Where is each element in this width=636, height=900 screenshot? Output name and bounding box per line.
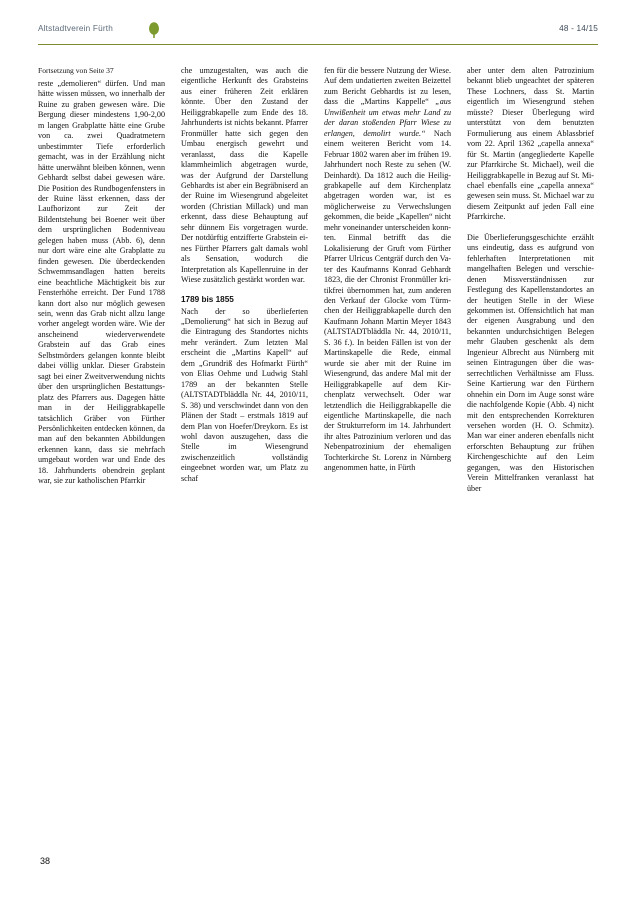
continuation-note: Fortsetzung von Seite 37 xyxy=(38,66,114,75)
paragraph: Die Überlieferungsgeschichte erzählt uns eindeutig, dass es aufgrund von fehlerhaften Interpretationen mit mangelhaften Belegen und verschiedenen Missverständnissen zur Festlegung des Kapellenstandortes an der heutigen Stelle in der Wiese gekommen ist. Offensichtlich hat man der eigenen Ausgrabung und den bekannten undurchsichtigen Belegen mehr Glauben geschenkt als dem Ingenieur Albrecht aus Nürnberg mit seinen Eintragungen über die wasserrechtlichen Verhältnisse am Fluss. Seine Kartierung war den Fürthern ohnehin ein Dorn im Auge sonst wäre die nachfolgende Kopie (Abb. 4) nicht mit den entsprechenden Korrekturen versehen worden (H. O. Schmitz). Man war einer anderen ebenfalls nicht erforschten Behauptung zur frühen Kirchengeschichte auf den Leim gegangen, was den Historischen Verein Mittelfranken veranlasst hat über xyxy=(467,232,594,493)
article-body xyxy=(38,66,600,494)
text-column-1 xyxy=(38,66,165,494)
page-header xyxy=(38,24,598,45)
paragraph: aber unter dem alten Patrozinium bekannt blieb ungeachtet der späteren These Lochners, dass St. Martin eigentlich im Wiesengrund stehen müsste? Dieser Überlegung wird unterstützt von dem benutzten Formulierung aus einem Ablassbrief vom 22. April 1362 „capella annexa“ für St. Martin (angegliederte Kapelle zur Pfarrkirche St. Michael), weil die Heiliggrabkapelle in Bezug auf St. Michael ebenfalls eine „capella annexa“ gewesen sein muss. St. Michael war zu diesem Zeitpunkt auf jeden Fall eine Pfarrkirche. xyxy=(467,66,594,222)
paragraph: reste „demolieren“ dürfen. Und man hätte wissen müssen, wo innerhalb der Ruine zu graben gewesen wäre. Die Bergung dieser mindestens 1,90-2,00 m langen Grabplatte hätte eine Grube von ca. zwei Quadratmetern unbestimmter Tiefe erforderlich gemacht, was in der Erzählung nicht hätte unerwähnt bleiben können, wenn Gebhardt selbst dabei gewesen wäre. Die Position des Rundbogenfensters in der Ruine lässt erkennen, dass der Laufhorizont zur Zeit der Bildentstehung bei Boener weit über dem ursprünglichen Bodenniveau gelegen haben muss (Abb. 6), denn nur dort wäre eine alte Grabplatte zu finden gewesen. Die überdeckenden Schwemmsandlagen hatten bereits eine beachtliche Mächtigkeit bis zur Fensterhöhe erreicht. Der Fund 1788 kann dort also nur möglich gewesen sein, wenn das Grab nicht allzu lange vorher angelegt worden wäre. Wie der anscheinend wiederverwendete Grabstein auf das Grab eines Selbstmörders gelangen konnte bleibt dabei völlig unklar. Dieser Grabstein sagt bei einer Zweitverwendung nichts über den ursprünglichen Bestattungsplatz des Pfarrers aus. Dagegen hätte man in der Heiliggrabkapelle tatsächlich Gräber von Fürther Persönlichkeiten entdecken können, da man auf den bekannten Abbildungen erkennen kann, dass sie mehrfach umgebaut worden war und Ende des 18. Jahrhunderts obendrein geplant war, sie zur katholischen Pfarrkir xyxy=(38,79,165,486)
section-heading: 1789 bis 1855 xyxy=(181,294,234,304)
tree-logo-icon xyxy=(146,20,162,40)
page-number: 38 xyxy=(40,856,51,866)
paragraph: fen für die bessere Nutzung der Wiese. Auf dem undatierten zweiten Beizettel zum Bericht Gebhardts ist zu lesen, dass die „Martins Kappelle“ „aus Unwißenheit um etwas mehr Land zu der daran stoßenden Pfarr Wiese zu erlangen, demolirt wurde.“ Nach einem weiteren Bericht vom 14. Februar 1802 waren aber im frühen 19. Jahrhundert noch Reste zu sehen (W. Deinhardt). Da 1812 auch die Heiliggrabkapelle auf dem Kirchenplatz abgetragen worden war, ist es möglicherweise zu Verwechslungen gekommen, die beide „Kapellen“ nicht mehr voneinander unterscheiden konnten. Einmal betrifft das die Lokalisierung der Gruft vom Fürther Pfarrer Ulricus Centgräf durch den Vater des Kaufmanns Konrad Gebhardt 1823, die der Chronist Fronmüller kritikfrei übernommen hat, zum anderen den Verkauf der Glocke vom Türmchen der Heiliggrabkapelle durch den Kaufmann Johann Martin Meyer 1843 (ALTSTADTbläddla Nr. 44, 2010/11, S. 36 f.). In beiden Fällen ist von der Martinskapelle die Rede, einmal wurde sie aber mit der Ruine im Wiesengrund, das andere Mal mit der Heiliggrabkapelle auf dem Kirchenplatz verwechselt. Oder war letztendlich die Heiliggrabkapelle die eigentliche Martinskapelle, die nach der Strukturreform im 14. Jahrhundert ihr altes Patrozinium verloren und das Nebenpatrozinium der ehemaligen Tochterkirche St. Lorenz in Nürnberg angenommen hatte, in Fürth xyxy=(324,66,451,473)
paragraph: che umzugestalten, was auch die eigentliche Herkunft des Grabsteins aus einer früheren Zeit erklären könnte. Über den Zustand der Heiliggrabkapelle zum Ende des 18. Jahrhunderts ist nichts bekannt. Pfarrer Fronmüller hatte sich gegen den Umbau energisch gewehrt und veranlasst, dass die Kapelle klammheimlich abgetragen wurde, was der Aufgrund der Darstellung Gebhardts ist aber ein Begräbniserd an der Ruine im Wiesengrund abgeleitet worden (Christian Millack) und man erkennt, dass diese Behauptung auf sehr dünnem Eis vorgetragen wurde. Der notdürftig entzifferte Grabstein eines Fürther Pfarrers galt damals wohl als Sensation, wodurch die Interpretation als Kapellenruine in der Wiese zusätzlich gestärkt worden war. xyxy=(181,66,308,285)
header-issue-number: 48 - 14/15 xyxy=(559,24,598,33)
header-publication-title: Altstadtverein Fürth xyxy=(38,24,113,33)
text-column-4 xyxy=(467,66,594,494)
text-column-3 xyxy=(324,66,451,494)
paragraph: Nach der so überlieferten „Demolierung“ hat sich in Bezug auf die Eintragung des Standortes nichts mehr verändert. Zum letzten Mal erscheint die „Martins Kapell“ auf dem „Grundriß des Hofmarkt Fürth“ von Elias Oehme und Ludwig Stahl 1789 an der bekannten Stelle (ALTSTADTbläddla Nr. 44, 2010/11, S. 38) und verschwindet dann von den Plänen der Stadt – erstmals 1819 auf dem Plan von Hoefer/Dreykorn. Es ist wohl davon auszugehen, dass die Stelle im Wiesengrund zwischenzeitlich vollständig eingeebnet worden war, um Platz zu schaf xyxy=(181,306,308,483)
text-column-2 xyxy=(181,66,308,494)
